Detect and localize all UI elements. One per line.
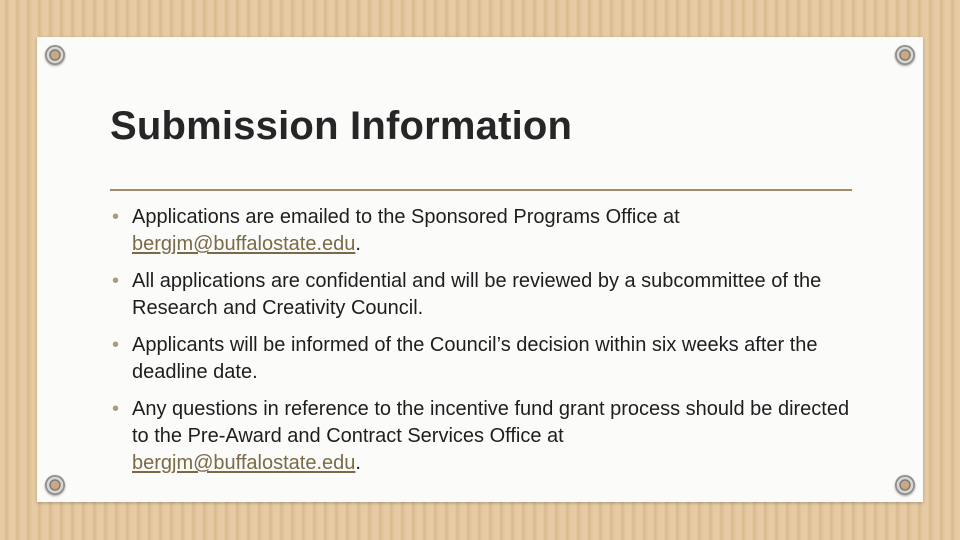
email-link[interactable]: bergjm@buffalostate.edu bbox=[132, 233, 356, 255]
bullet-text: Applicants will be informed of the Council’s decision within six weeks after the deadline date. bbox=[132, 334, 818, 383]
bullet-item bbox=[110, 396, 870, 477]
bullet-punctuation: . bbox=[355, 233, 361, 255]
slide-title: Submission Information bbox=[110, 104, 573, 148]
bullet-item bbox=[110, 268, 870, 322]
bullet-item bbox=[110, 332, 870, 386]
title-divider bbox=[110, 189, 852, 191]
bullet-icon: • bbox=[112, 398, 120, 420]
email-link[interactable]: bergjm@buffalostate.edu bbox=[132, 452, 356, 474]
bullet-text: Applications are emailed to the Sponsored Programs Office at bbox=[132, 206, 680, 228]
bullet-list bbox=[110, 204, 870, 487]
bullet-text: Any questions in reference to the incentive fund grant process should be directed to the Pre-Award and Contract Services Office at bbox=[132, 398, 850, 447]
grommet-icon-bottom-left bbox=[45, 475, 65, 495]
bullet-icon: • bbox=[112, 206, 120, 228]
grommet-icon-bottom-right bbox=[895, 475, 915, 495]
bullet-text: All applications are confidential and will be reviewed by a subcommittee of the Research and Creativity Council. bbox=[132, 270, 822, 319]
bullet-icon: • bbox=[112, 334, 120, 356]
bullet-punctuation: . bbox=[355, 452, 361, 474]
bullet-item bbox=[110, 204, 870, 258]
bullet-icon: • bbox=[112, 270, 120, 292]
grommet-icon-top-left bbox=[45, 45, 65, 65]
grommet-icon-top-right bbox=[895, 45, 915, 65]
